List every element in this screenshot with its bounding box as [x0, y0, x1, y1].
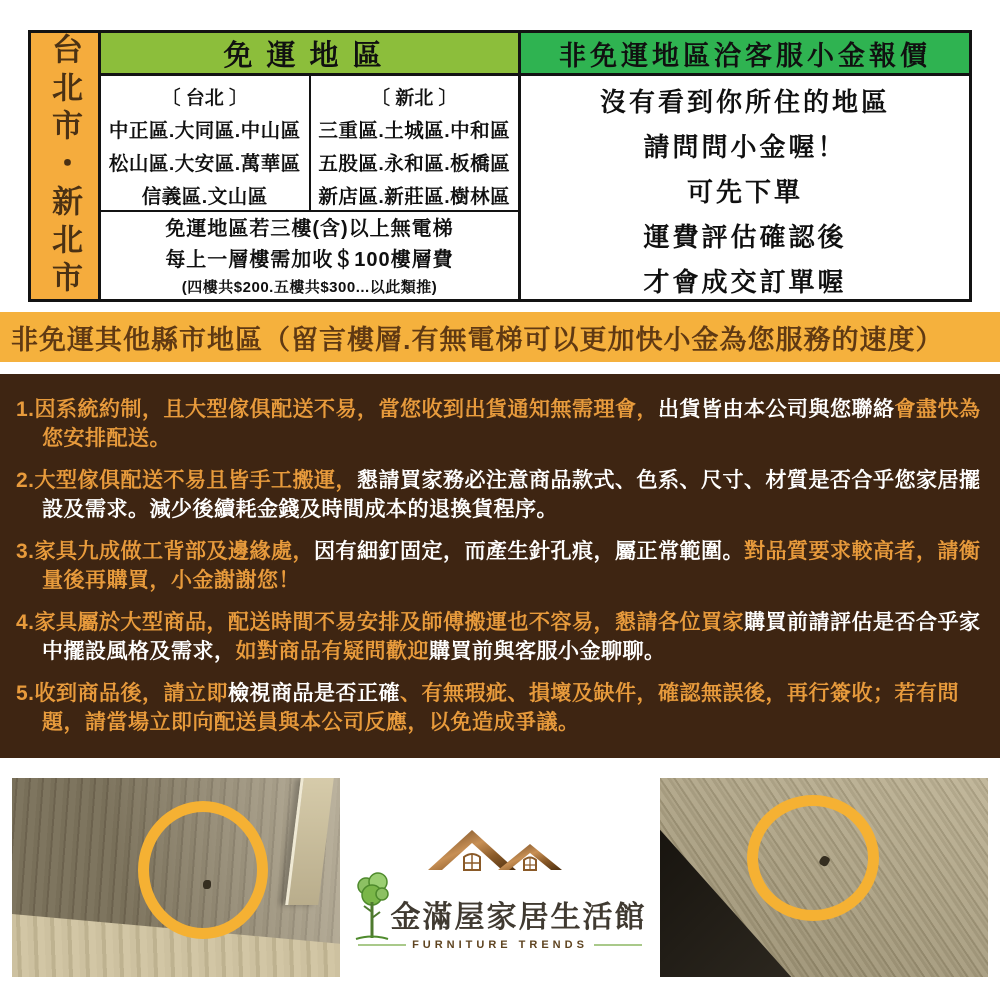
note-text-segment: 、有無瑕疵、損壞及缺件，確認無誤後，再行簽收；若有問題，請當場立即向配送員與本公司反應，以免造成爭議。 [42, 682, 960, 734]
brand-name: 金滿屋家居生活館 [390, 901, 647, 934]
purchase-notes [0, 374, 1000, 758]
highlight-ring-icon [138, 801, 268, 939]
logo-line-right [594, 944, 642, 946]
note-text-segment: 4.家具屬於大型商品，配送時間不易安排及師傅搬運也不容易，懇請各位買家 [16, 611, 745, 634]
note-text-segment: 1.因系統約制，且大型傢俱配送不易，當您收到出貨通知無需理會， [16, 398, 659, 421]
other-region-banner: 非免運其他縣市地區（留言樓層.有無電梯可以更加快小金為您服務的速度） [0, 312, 1000, 362]
region-label: 台北市・新北市 [47, 33, 82, 299]
district-line: 信義區.文山區 [141, 186, 268, 208]
paid-shipping-line: 才會成交訂單喔 [643, 267, 847, 297]
note-paragraph [16, 537, 984, 595]
note-text-segment: 對品質要求較高者，請衡量後再購買，小金謝謝您！ [42, 540, 981, 592]
district-line: 新店區.新莊區.樹林區 [318, 186, 511, 208]
brand-subtitle: FURNITURE TRENDS [412, 939, 588, 951]
house-roof-icon [420, 824, 580, 874]
paid-shipping-body [521, 76, 969, 309]
paid-shipping-line: 沒有看到你所住的地區 [599, 87, 890, 117]
nail-hole-photo-right [660, 778, 988, 977]
free-shipping-column [101, 33, 521, 299]
note-text-segment: 購買前請評估是否合乎家中擺設風格及需求， [42, 611, 981, 663]
taipei-district-list [101, 76, 309, 210]
free-shipping-header: 免運地區 [101, 33, 518, 76]
nail-hole-mark [818, 854, 831, 867]
elevator-note-line2: 每上一層樓需加收＄100樓層費 [165, 249, 454, 271]
elevator-note-line1: 免運地區若三樓(含)以上無電梯 [165, 218, 454, 240]
district-line: 中正區.大同區.中山區 [108, 120, 301, 142]
note-text-segment: 5.收到商品後，請立即 [16, 682, 229, 705]
note-paragraph [16, 679, 984, 737]
logo-name-row [358, 870, 647, 936]
brand-logo [358, 824, 647, 951]
xinbei-lines [311, 115, 519, 214]
paid-shipping-line: 請問問小金喔！ [643, 132, 847, 162]
highlight-ring-icon [747, 795, 879, 921]
note-paragraph [16, 466, 984, 524]
shipping-area-table [28, 30, 972, 302]
paid-shipping-column [521, 33, 969, 299]
elevator-note-line3: (四樓共$200.五樓共$300...以此類推) [181, 279, 438, 296]
note-text-segment: 懇請買家務必注意商品款式、色系、尺寸、材質是否合乎您家居擺設及需求。減少後續耗金錢及時間成本的退換貨程序。 [42, 469, 981, 521]
note-text-segment: 購買前與客服小金聊聊。 [429, 640, 666, 663]
xinbei-title: 〔 新北 〕 [370, 88, 458, 109]
logo-subtitle-row [358, 939, 642, 951]
note-text-segment: 如對商品有疑問歡迎 [235, 640, 429, 663]
tree-icon [354, 870, 390, 942]
nail-hole-photo-left [12, 778, 340, 977]
elevator-fee-note [101, 212, 518, 299]
district-line: 松山區.大安區.萬華區 [108, 153, 301, 175]
district-lists [101, 76, 518, 212]
note-text-segment: 2.大型傢俱配送不易且皆手工搬運， [16, 469, 358, 492]
note-paragraph [16, 608, 984, 666]
region-label-column [31, 33, 101, 299]
district-line: 五股區.永和區.板橋區 [318, 153, 511, 175]
wood-side-plank [285, 778, 334, 905]
note-text-segment: 會盡快為您安排配送。 [42, 398, 981, 450]
paid-shipping-line: 可先下單 [686, 177, 803, 207]
taipei-lines [101, 115, 309, 214]
note-text-segment: 3.家具九成做工背部及邊緣處， [16, 540, 315, 563]
logo-line-left [358, 944, 406, 946]
note-text-segment: 因有細釘固定，而產生針孔痕，屬正常範圍。 [314, 540, 745, 563]
note-text-segment: 出貨皆由本公司與您聯絡 [658, 398, 895, 421]
paid-shipping-line: 運費評估確認後 [643, 222, 847, 252]
note-paragraph [16, 395, 984, 453]
taipei-title: 〔 台北 〕 [161, 88, 249, 109]
nail-hole-mark [203, 880, 211, 889]
note-text-segment: 檢視商品是否正確 [228, 682, 401, 705]
xinbei-district-list [309, 76, 519, 210]
district-line: 三重區.土城區.中和區 [318, 120, 511, 142]
paid-shipping-header: 非免運地區洽客服小金報價 [521, 33, 969, 76]
